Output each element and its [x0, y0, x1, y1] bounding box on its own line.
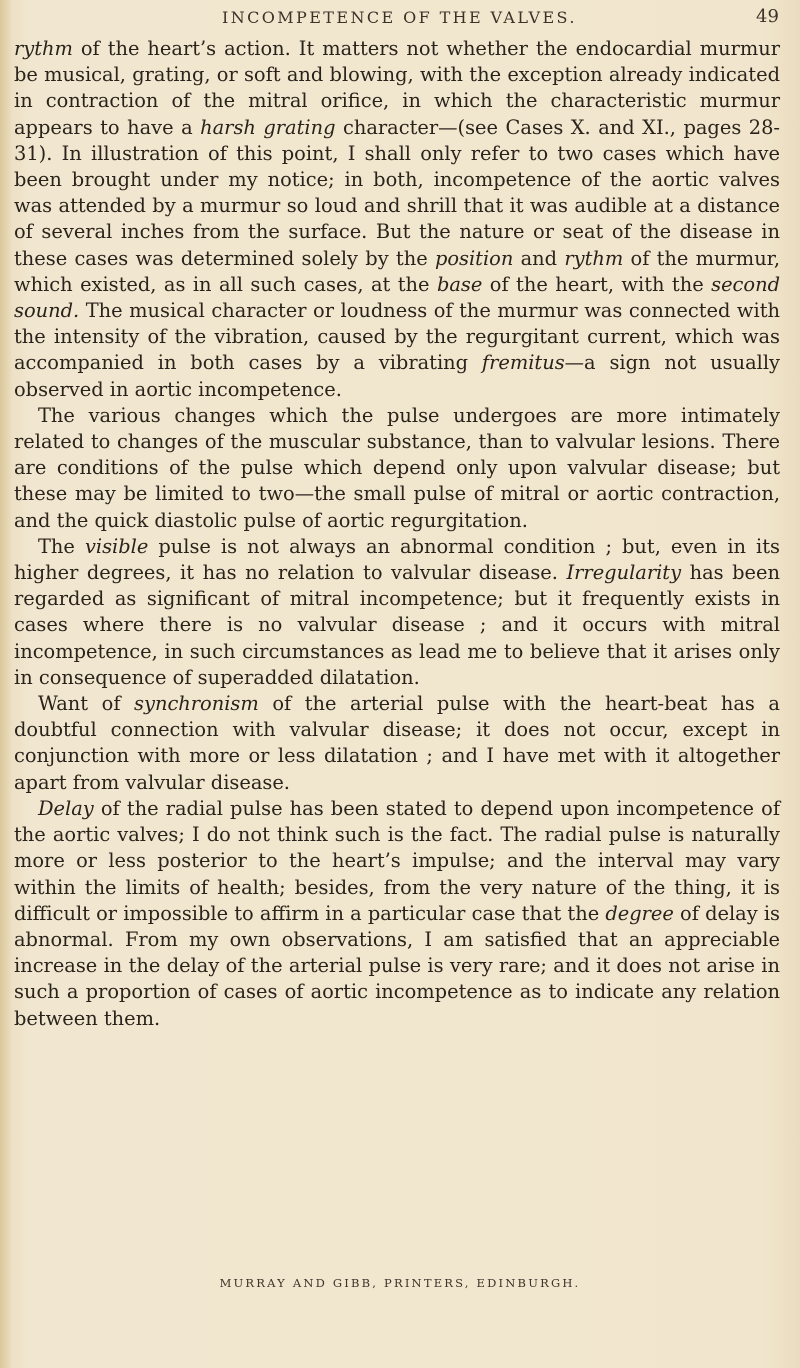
text-run: of the heart, with the	[482, 272, 712, 296]
italic-text: synchronism	[134, 692, 259, 716]
text-run: has been regarded as significant of mitral incompetence; but it frequently exists in cases where there is no valvular disease ; and it occurs with mitral incompetence, in such circumstances as lead me to believe that it arises only in consequence of superadded dilatation.	[14, 561, 780, 689]
text-run: character—(see Cases X. and XI., pages 28-31). In illustration of this point, I shall only refer to two cases which have been brought under my notice; in both, incompetence of the aortic valves was attended by a murmur so loud and shrill that it was audible at a distance of several inches from the surface. But the nature or seat of the disease in these cases was determined solely by the	[14, 115, 780, 270]
italic-text: base	[436, 272, 483, 296]
paragraph	[14, 796, 780, 1032]
italic-text: harsh grating	[200, 115, 336, 139]
paragraph	[14, 403, 780, 534]
text-run: The musical character or loudness of the murmur was connected with the intensity of the vibration, caused by the regurgitant current, which was accompanied in both cases by a vibrating	[14, 299, 780, 375]
italic-text: rythm	[14, 37, 73, 60]
text-run: of the radial pulse has been stated to depend upon incompetence of the aortic valves; I do not think such is the fact. The radial pulse is naturally more or less posterior to the heart’s impulse; and the interval may vary within the limits of health; besides, from the very nature of the thing, it is difficult or impossible to affirm in a particular case that the	[14, 796, 780, 925]
printer-imprint: MURRAY AND GIBB, PRINTERS, EDINBURGH.	[219, 1276, 581, 1290]
italic-text: position	[434, 246, 514, 270]
page-number: 49	[756, 6, 779, 27]
italic-text: second sound.	[14, 272, 780, 323]
text-run: pulse is not always an abnormal condition ; but, even in its higher degrees, it has no relation to valvular disease.	[14, 534, 780, 585]
italic-text: Irregularity	[566, 561, 682, 585]
text-run: of the arterial pulse with the heart-beat has a doubtful connection with valvular disease; it does not occur, except in conjunction with more or less dilatation ; and I have met with it altogether apart from valvular disease.	[14, 692, 780, 794]
running-head: INCOMPETENCE OF THE VALVES.	[222, 8, 577, 27]
text-run: of the murmur, which existed, as in all such cases, at the	[14, 246, 780, 296]
italic-text: fremitus	[481, 351, 565, 375]
italic-text: rythm	[564, 246, 624, 270]
italic-text: visible	[84, 534, 149, 558]
body-text	[14, 36, 780, 1032]
text-run: of the heart’s action. It matters not whether the endocardial murmur be musical, grating, or soft and blowing, with the exception already indicated in contraction of the mitral orifice, in which the characteristic murmur appears to have a	[14, 37, 780, 139]
paragraph	[14, 534, 780, 691]
text-run: —a sign not usually observed in aortic incompetence.	[14, 351, 781, 401]
page-header	[0, 6, 800, 32]
text-run: The	[38, 534, 85, 558]
paragraph	[14, 36, 780, 403]
text-run: Want of	[38, 692, 135, 716]
italic-text: degree	[605, 901, 674, 925]
text-run: The various changes which the pulse undergoes are more intimately related to changes of the muscular substance, than to valvular lesions. There are conditions of the pulse which depend only upon valvular disease; but these may be limited to two—the small pulse of mitral or aortic contraction, and the quick diastolic pulse of aortic regurgitation.	[14, 403, 780, 532]
italic-text: Delay	[38, 796, 94, 820]
page-gutter-edge	[0, 0, 12, 1368]
text-run: and	[513, 246, 565, 270]
text-run: of delay is abnormal. From my own observations, I am satisfied that an appreciable increase in the delay of the arterial pulse is very rare; and it does not arise in such a proportion of cases of aortic incompetence as to indicate any relation between them.	[14, 901, 781, 1030]
paragraph	[14, 691, 780, 796]
